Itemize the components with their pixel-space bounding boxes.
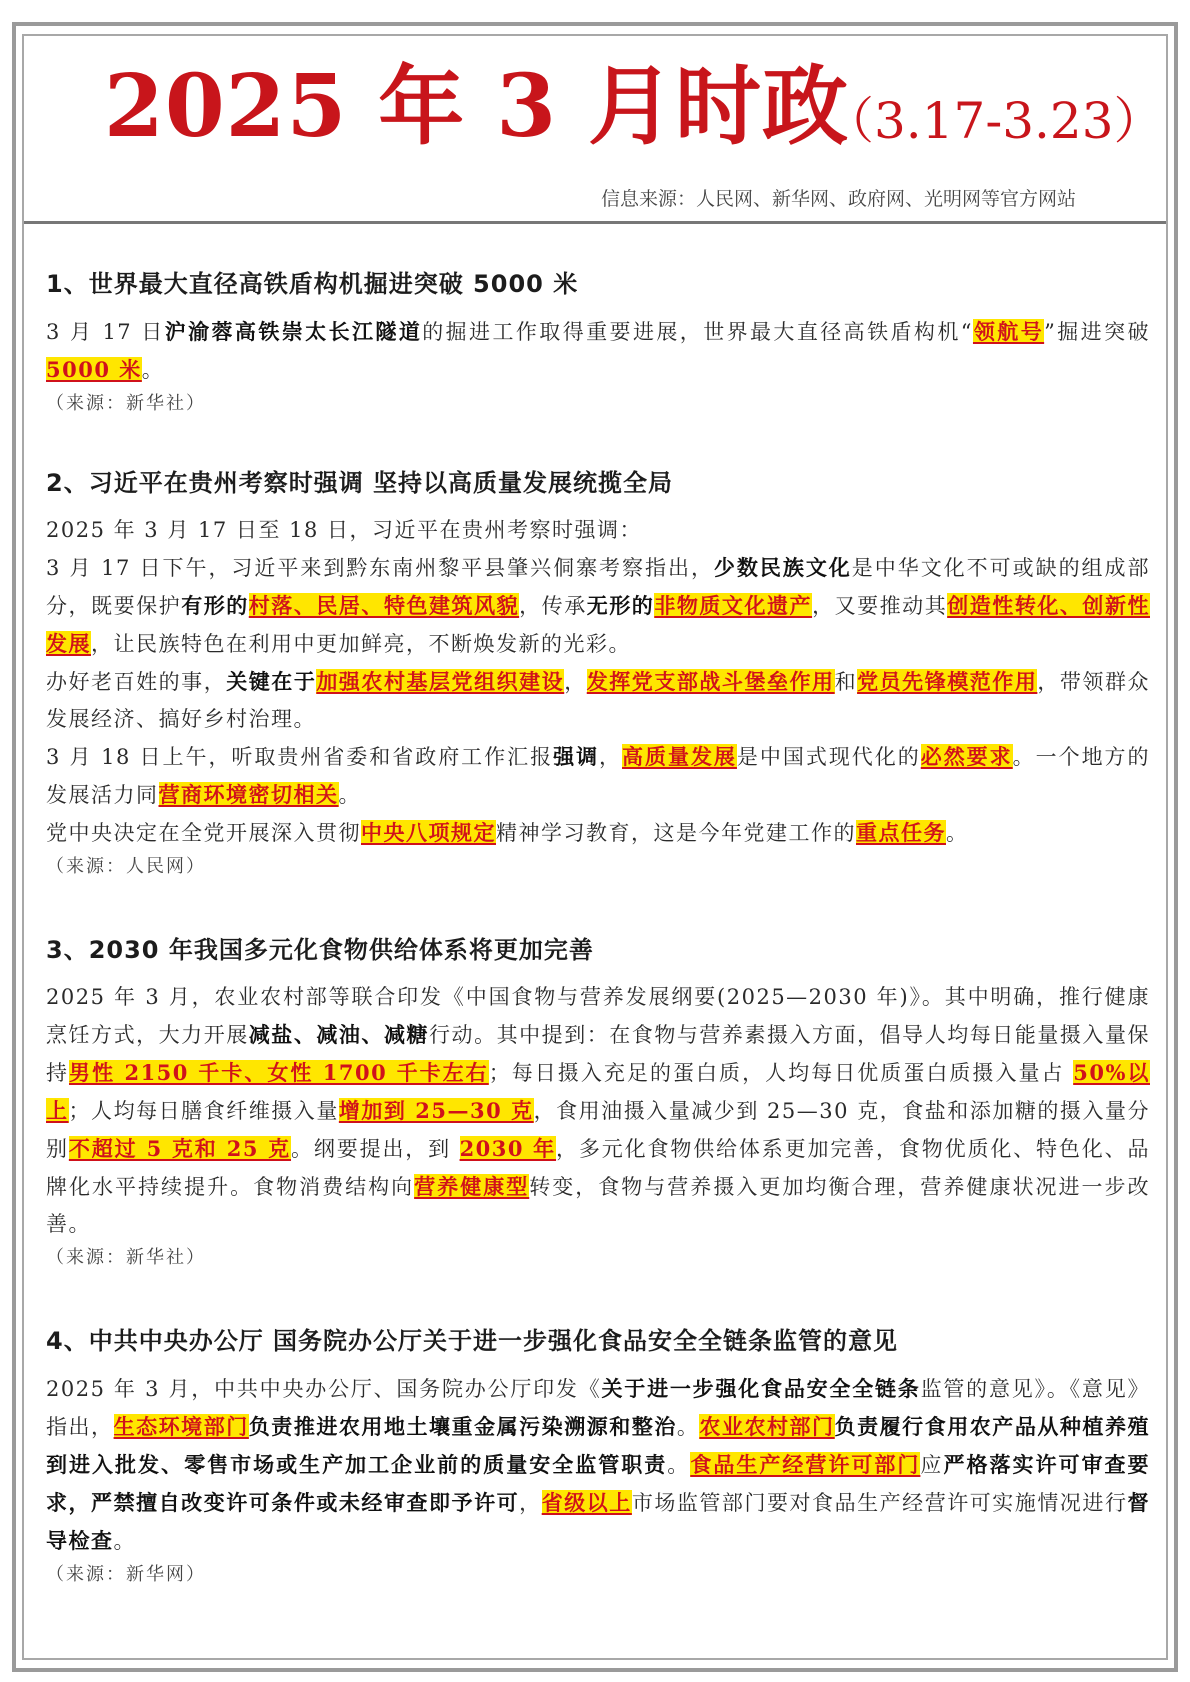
paragraph <box>46 663 1150 738</box>
bold-text: 负责推进农用地土壤重金属污染溯源和整治 <box>248 1414 677 1439</box>
date-range: （3.17-3.23） <box>824 92 1164 150</box>
text-run: 的掘进工作取得重要进展，世界最大直径高铁盾构机“ <box>422 320 973 344</box>
text-run: ， <box>599 745 623 769</box>
text-run: 。 <box>338 783 361 807</box>
paragraph <box>46 979 1150 1243</box>
highlight-keyword: 营养健康型 <box>414 1174 530 1199</box>
text-run: ；每日摄入充足的蛋白质，人均每日优质蛋白质摄入量占 <box>488 1061 1074 1085</box>
text-run: ， <box>564 670 587 694</box>
content <box>46 264 1150 1590</box>
text-run: ，食用油摄入量减少到 25—30 克，食盐和添加糖的摄入量分别 <box>46 1099 1151 1161</box>
bold-text: 强调 <box>553 744 600 769</box>
text-run: ，传承 <box>519 594 587 618</box>
highlight-keyword: 高质量发展 <box>622 744 737 769</box>
highlight-keyword: 生态环境部门 <box>113 1414 249 1439</box>
text-run: 。 <box>946 821 969 845</box>
highlight-keyword: 食品生产经营许可部门 <box>690 1452 921 1477</box>
section-4 <box>46 1321 1150 1590</box>
highlight-keyword: 领航号 <box>972 319 1045 344</box>
paragraph <box>46 313 1150 389</box>
text-run: 和 <box>834 670 858 694</box>
text-run: 监管的意见》。《意见》指出， <box>46 1377 1150 1439</box>
section-source: （来源：新华社） <box>46 1247 206 1268</box>
text-run: ，多元化食物供给体系更加完善，食物优质化、特色化、品牌化水平持续提升。食物消费结构向 <box>46 1137 1150 1199</box>
text-run: 2025 年 3 月，中共中央办公厅、国务院办公厅印发《 <box>46 1377 602 1401</box>
text-run: 3 月 17 日 <box>46 320 165 344</box>
bold-text: 关键在于 <box>226 669 317 694</box>
section-body <box>46 313 1150 389</box>
text-run: ，带领群众发展经济、搞好乡村治理。 <box>46 670 1150 731</box>
highlight-keyword: 村落、民居、特色建筑风貌 <box>248 593 520 618</box>
section-source: （来源：新华社） <box>46 393 206 414</box>
text-run: 精神学习教育，这是今年党建工作的 <box>496 821 856 845</box>
text-run: ”掘进突破 <box>1044 320 1151 344</box>
section-source: （来源：新华网） <box>46 1564 206 1585</box>
text-run: 。一个地方的发展活力同 <box>46 745 1151 807</box>
section-title: 1、世界最大直径高铁盾构机掘进突破 5000 米 <box>46 270 579 298</box>
bold-text: 督导检查 <box>46 1490 1150 1553</box>
bold-text: 少数民族文化 <box>713 555 852 580</box>
text-run: ，让民族特色在利用中更加鲜亮，不断焕发新的光彩。 <box>91 632 631 656</box>
text-run: ；人均每日膳食纤维摄入量 <box>68 1099 339 1123</box>
text-run: 。 <box>141 358 165 382</box>
text-run: 市场监管部门要对食品生产经营许可实施情况进行 <box>631 1491 1128 1515</box>
highlight-keyword: 省级以上 <box>541 1490 632 1515</box>
bold-text: 无形的 <box>586 593 655 618</box>
section-source: （来源：人民网） <box>46 856 206 877</box>
highlight-keyword: 男性 2150 千卡、女性 1700 千卡左右 <box>69 1060 489 1085</box>
highlight-keyword: 中央八项规定 <box>361 820 496 845</box>
highlight-keyword: 非物质文化遗产 <box>654 593 813 618</box>
info-source: 信息来源：人民网、新华网、政府网、光明网等官方网站 <box>600 188 1076 210</box>
text-run: ，又要推动其 <box>812 594 948 618</box>
paragraph <box>46 738 1150 814</box>
highlight-keyword: 不超过 5 克和 25 克 <box>68 1136 292 1161</box>
paragraph <box>46 814 1150 852</box>
highlight-keyword: 5000 米 <box>46 357 142 382</box>
section-title: 4、中共中央办公厅 国务院办公厅关于进一步强化食品安全全链条监管的意见 <box>46 1327 899 1355</box>
text-run: 3 月 17 日下午，习近平来到黔东南州黎平县肇兴侗寨考察指出， <box>46 556 714 580</box>
bold-text: 减盐、减油、减糖 <box>248 1022 430 1047</box>
text-run: 应 <box>920 1453 944 1477</box>
page-title: 2025 年 3 月时政 <box>104 56 850 157</box>
text-run: 行动。其中提到：在食物与营养素摄入方面，倡导人均每日能量摄入量保持 <box>46 1023 1150 1085</box>
section-3 <box>46 930 1150 1273</box>
highlight-keyword: 发挥党支部战斗堡垒作用 <box>586 669 835 694</box>
highlight-keyword: 党员先锋模范作用 <box>857 669 1038 694</box>
text-run: 。纲要提出，到 <box>291 1137 460 1161</box>
highlight-keyword: 农业农村部门 <box>699 1414 835 1439</box>
text-run: 。 <box>667 1453 691 1477</box>
bold-text: 沪渝蓉高铁崇太长江隧道 <box>164 319 423 344</box>
highlight-keyword: 创造性转化、创新性发展 <box>46 593 1150 656</box>
text-run: 2025 年 3 月 17 日至 18 日，习近平在贵州考察时强调： <box>46 518 642 542</box>
bold-text: 严格落实许可审查要求，严禁擅自改变许可条件或未经审查即予许可 <box>46 1452 1151 1515</box>
section-title: 2、习近平在贵州考察时强调 坚持以高质量发展统揽全局 <box>46 469 674 497</box>
text-run: 转变，食物与营养摄入更加均衡合理，营养健康状况进一步改善。 <box>46 1175 1151 1236</box>
header-divider <box>24 221 1166 224</box>
text-run: 党中央决定在全党开展深入贯彻 <box>46 821 361 845</box>
text-run: 。 <box>676 1415 700 1439</box>
section-1 <box>46 264 1150 419</box>
section-body <box>46 979 1150 1243</box>
text-run: 。 <box>113 1529 136 1553</box>
paragraph <box>46 512 1150 549</box>
text-run: ， <box>519 1491 542 1515</box>
section-title: 3、2030 年我国多元化食物供给体系将更加完善 <box>46 936 594 964</box>
section-body <box>46 512 1150 852</box>
text-run: 是中华文化不可或缺的组成部分，既要保护 <box>46 556 1150 618</box>
text-run: 是中国式现代化的 <box>736 745 921 769</box>
paragraph <box>46 549 1150 663</box>
highlight-keyword: 50%以上 <box>46 1060 1150 1123</box>
bold-text: 关于进一步强化食品安全全链条 <box>601 1376 921 1401</box>
bold-text: 有形的 <box>181 593 249 618</box>
text-run: 3 月 18 日上午，听取贵州省委和省政府工作汇报 <box>46 745 554 769</box>
paragraph <box>46 1370 1150 1560</box>
highlight-keyword: 加强农村基层党组织建设 <box>316 669 565 694</box>
section-body <box>46 1370 1150 1560</box>
highlight-keyword: 重点任务 <box>856 820 946 845</box>
header <box>24 36 1166 221</box>
text-run: 办好老百姓的事， <box>46 670 227 694</box>
bold-text: 负责履行食用农产品从种植养殖到进入批发、零售市场或生产加工企业前的质量安全监管职责 <box>46 1414 1150 1477</box>
text-run: 2025 年 3 月，农业农村部等联合印发《中国食物与营养发展纲要(2025—2030 年)》。其中明确，推行健康烹饪方式，大力开展 <box>46 985 1150 1047</box>
highlight-keyword: 必然要求 <box>920 744 1013 769</box>
highlight-keyword: 2030 年 <box>459 1136 557 1161</box>
highlight-keyword: 营商环境密切相关 <box>158 782 339 807</box>
section-2 <box>46 463 1150 882</box>
highlight-keyword: 增加到 25—30 克 <box>338 1098 534 1123</box>
